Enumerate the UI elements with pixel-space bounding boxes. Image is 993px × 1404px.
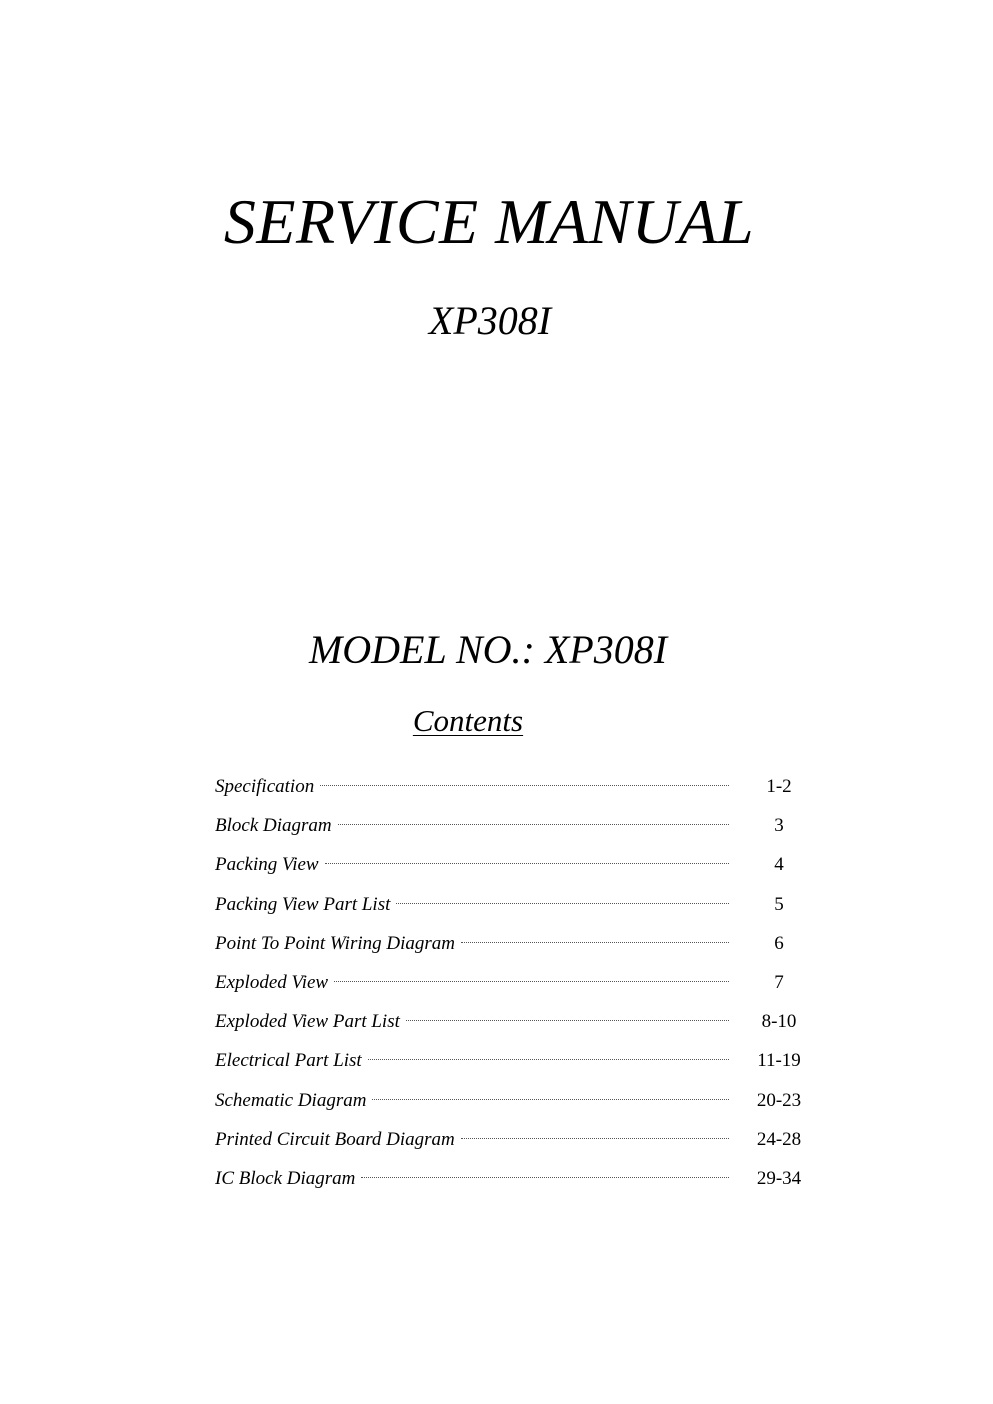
toc-entry-title: Electrical Part List [215,1050,362,1072]
toc-entry-title: Point To Point Wiring Diagram [215,932,455,954]
toc-entry-specification [215,773,815,812]
toc-entry-pcb-diagram [215,1126,815,1165]
toc-entry-packing-view-part-list [215,891,815,930]
toc-entry-ic-block-diagram [215,1165,815,1204]
toc-dot-leader [320,785,729,786]
toc-dot-leader [461,1138,729,1139]
toc-dot-leader [325,863,729,864]
toc-entry-pages: 1-2 [766,776,792,797]
toc-dot-leader [396,903,729,904]
toc-entry-pages: 5 [774,893,784,915]
toc-entry-pages: 6 [774,932,784,954]
toc-entry-block-diagram [215,812,815,851]
toc-entry-packing-view [215,851,815,890]
toc-entry-pages: 20-23 [756,1089,802,1111]
toc-entry-title: Schematic Diagram [215,1089,367,1111]
toc-dot-leader [368,1059,729,1060]
toc-dot-leader [338,824,729,825]
toc-entry-title: Packing View [215,854,319,876]
toc-entry-pages: 8-10 [761,1011,797,1033]
toc-entry-exploded-view [215,969,815,1008]
toc-entry-title: Specification [215,776,315,797]
document-title: SERVICE MANUAL [223,186,755,257]
toc-dot-leader [372,1099,729,1100]
toc-entry-title: Block Diagram [215,815,332,837]
toc-entry-exploded-view-part-list [215,1008,815,1047]
toc-dot-leader [361,1177,729,1178]
toc-entry-title: Packing View Part List [215,893,391,915]
table-of-contents [215,773,815,1204]
document-subtitle: XP308I [428,298,552,343]
toc-entry-pages: 4 [774,854,784,876]
toc-dot-leader [334,981,729,982]
toc-entry-pages: 29-34 [756,1167,802,1189]
toc-dot-leader [461,942,729,943]
toc-entry-title: IC Block Diagram [215,1167,356,1189]
toc-dot-leader [406,1020,729,1021]
toc-entry-title: Printed Circuit Board Diagram [215,1128,455,1150]
toc-entry-pages: 11-19 [757,1050,801,1072]
toc-entry-pages: 3 [774,815,784,837]
toc-entry-electrical-part-list [215,1047,815,1086]
toc-entry-pages: 7 [774,971,784,993]
toc-entry-title: Exploded View Part List [215,1011,400,1033]
toc-entry-wiring-diagram [215,930,815,969]
toc-entry-title: Exploded View [215,971,329,993]
contents-heading: Contents [412,703,524,738]
toc-entry-schematic-diagram [215,1087,815,1126]
model-number: MODEL NO.: XP308I [308,627,668,672]
toc-entry-pages: 24-28 [756,1128,802,1150]
